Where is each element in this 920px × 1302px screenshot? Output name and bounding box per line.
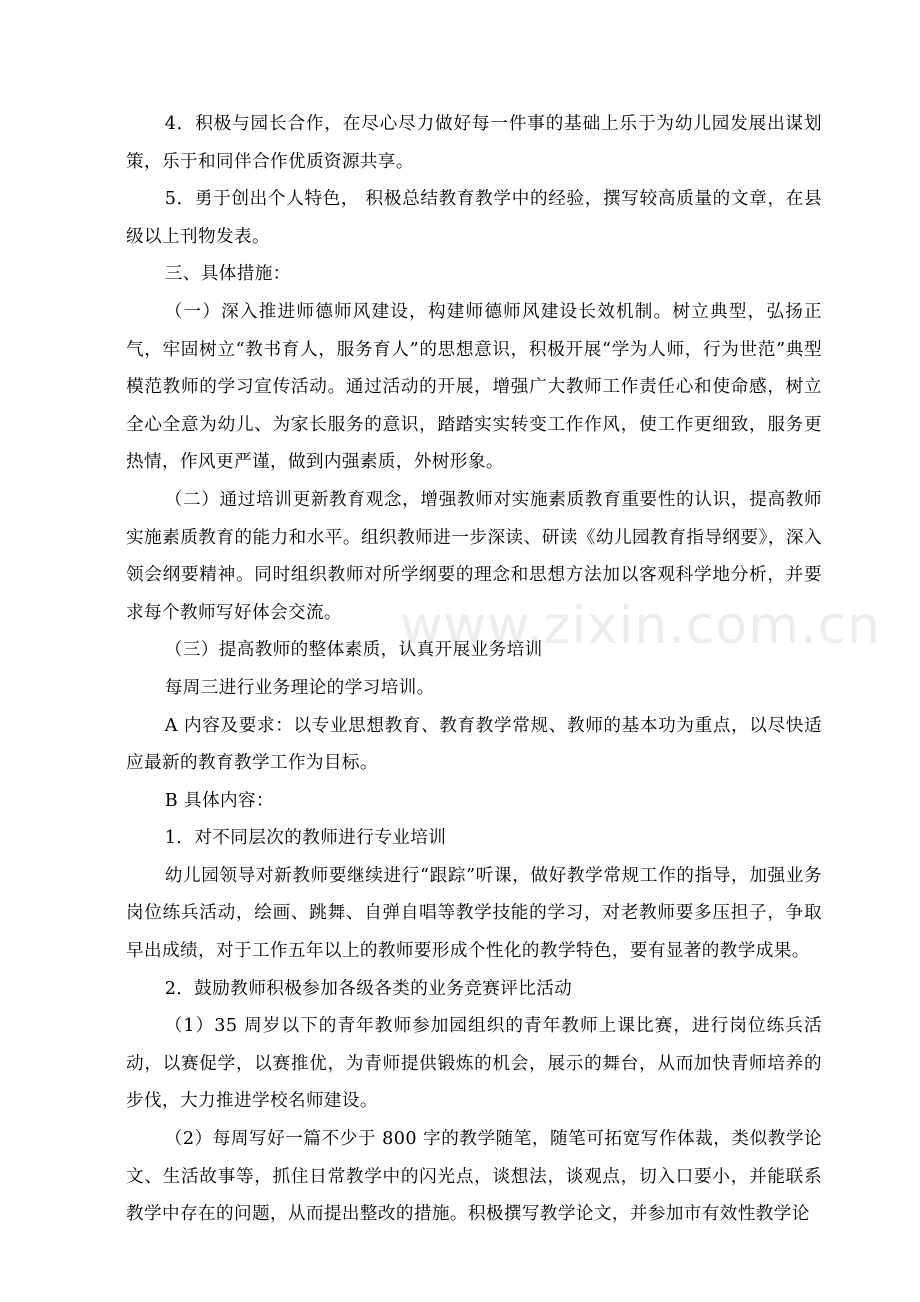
paragraph-subitem-2-1: （1）35 周岁以下的青年教师参加园组织的青年教师上课比赛，进行岗位练兵活动，以赛促学，以赛推优，为青师提供锻炼的机会，展示的舞台，从而加快青师培养的步伐，大力推进学校名师建设。 — [126, 1016, 822, 1112]
paragraph-measure-1: （一）深入推进师德师风建设，构建师德师风建设长效机制。树立典型，弘扬正气，牢固树立“教书育人，服务育人”的思想意识，积极开展“学为人师，行为世范”典型模范教师的学习宣传活动。通过活动的开展，增强广大教师工作责任心和使命感，树立全心全意为幼儿、为家长服务的意识，踏踏实实转变工作作风，使工作更细致，服务更热情，作风更严谨，做到内强素质，外树形象。 — [126, 301, 822, 473]
paragraph-item-5: 5．勇于创出个人特色， 积极总结教育教学中的经验，撰写较高质量的文章，在县级以上刊物发表。 — [126, 189, 822, 247]
paragraph-subitem-2-2: （2）每周写好一篇不少于 800 字的教学随笔，随笔可拓宽写作体裁，类似教学论文、生活故事等，抓住日常教学中的闪光点，谈想法，谈观点，切入口要小，并能联系教学中存在的问题，从而提出整改的措施。积极撰写教学论文，并参加市有效性教学论 — [126, 1129, 822, 1225]
paragraph-specific-content-heading: B 具体内容： — [164, 790, 275, 811]
paragraph-subitem-1-body: 幼儿园领导对新教师要继续进行“跟踪”听课，做好教学常规工作的指导，加强业务岗位练兵活动，绘画、跳舞、自弹自唱等教学技能的学习，对老教师要多压担子，争取早出成绩，对于工作五年以上的教师要形成个性化的教学特色，要有显著的教学成果。 — [126, 865, 822, 962]
watermark: www.zixin.com.cn — [400, 596, 881, 656]
paragraph-item-4: 4．积极与园长合作，在尽心尽力做好每一件事的基础上乐于为幼儿园发展出谋划策，乐于和同伴合作优质资源共享。 — [126, 114, 822, 172]
paragraph-measure-3-heading: （三）提高教师的整体素质，认真开展业务培训 — [164, 640, 543, 661]
document-body — [126, 106, 822, 1234]
paragraph-subitem-2-heading: 2．鼓励教师积极参加各级各类的业务竞赛评比活动 — [164, 978, 573, 999]
section-heading-measures: 三、具体措施： — [164, 264, 291, 285]
paragraph-weekly-training: 每周三进行业务理论的学习培训。 — [164, 677, 435, 698]
paragraph-subitem-1-heading: 1．对不同层次的教师进行专业培训 — [164, 828, 447, 849]
paragraph-content-requirements: A 内容及要求：以专业思想教育、教育教学常规、教师的基本功为重点，以尽快适应最新的教育教学工作为目标。 — [126, 715, 822, 774]
paragraph-measure-2: （二）通过培训更新教育观念，增强教师对实施素质教育重要性的认识，提高教师实施素质教育的能力和水平。组织教师进一步深读、研读《幼儿园教育指导纲要》，深入领会纲要精神。同时组织教师对所学纲要的理念和思想方法加以客观科学地分析，并要求每个教师写好体会交流。 — [126, 489, 822, 623]
